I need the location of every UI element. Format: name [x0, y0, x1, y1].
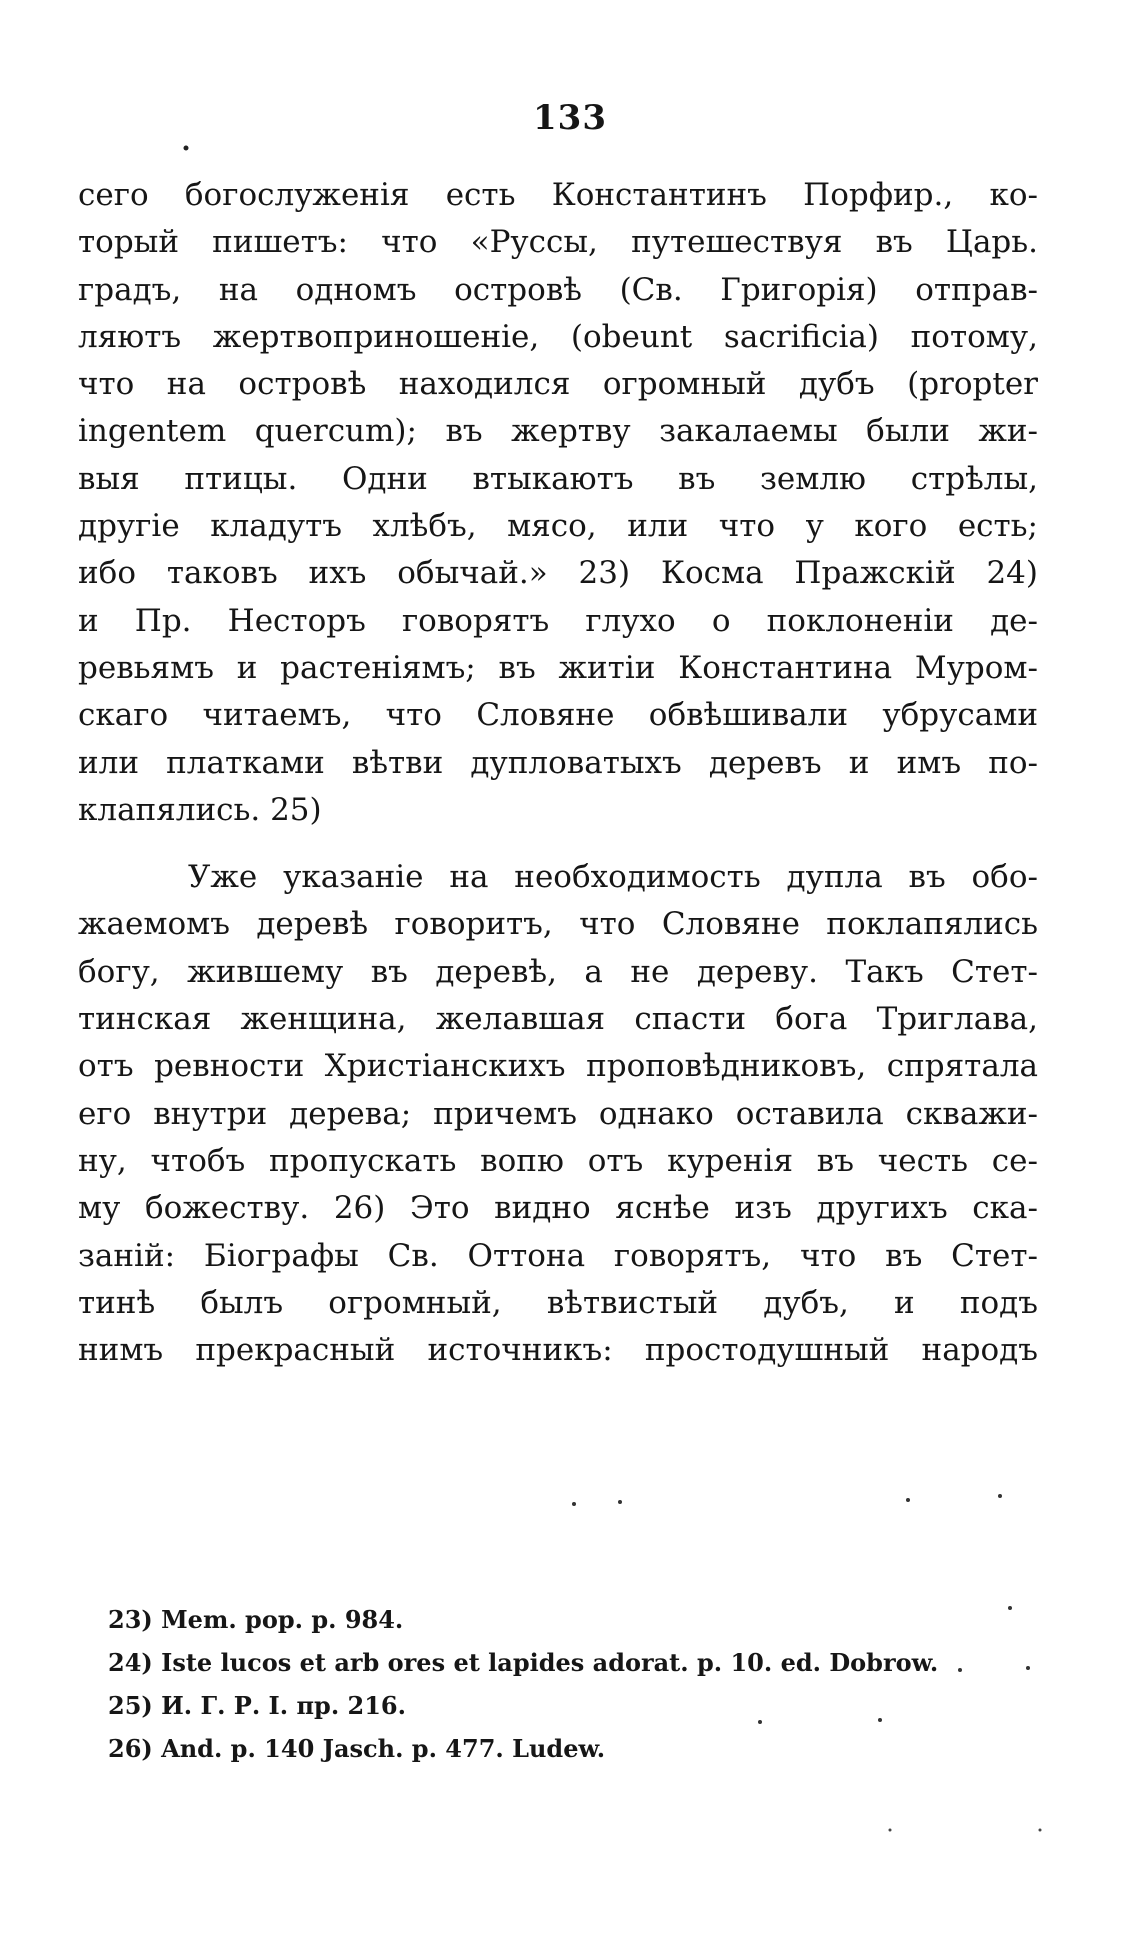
- text-line: что на островѣ находился огромный дубъ (propter: [78, 366, 1038, 403]
- text-line: заній: Біографы Св. Оттона говорятъ, что въ Стет-: [78, 1237, 1038, 1274]
- text-line: выя птицы. Одни втыкаютъ въ землю стрѣлы,: [78, 460, 1038, 497]
- text-line: тинѣ былъ огромный, вѣтвистый дубъ, и подъ: [78, 1284, 1038, 1321]
- text-line: ну, чтобъ пропускать вопю отъ куренія въ честь се-: [78, 1142, 1038, 1179]
- text-line: скаго читаемъ, что Словяне обвѣшивали убрусами: [78, 697, 1038, 734]
- text-line: его внутри дерева; причемъ однако оставила скважи-: [78, 1095, 1038, 1132]
- text-line: сего богослуженія есть Константинъ Порфир., ко-: [78, 177, 1038, 213]
- text-line: ревьямъ и растеніямъ; въ житіи Константина Муром-: [78, 649, 1038, 686]
- paragraph-gap: [78, 834, 1038, 854]
- text-line: другіе кладутъ хлѣбъ, мясо, или что у кого есть;: [78, 508, 1038, 545]
- page-number: 133: [533, 98, 607, 138]
- body-text: [78, 172, 1038, 1374]
- text-line: му божеству. 26) Это видно яснѣе изъ другихъ ска-: [78, 1190, 1038, 1227]
- text-line: или платками вѣтви дупловатыхъ деревъ и имъ по-: [78, 744, 1038, 781]
- text-line: нимъ прекрасный источникъ: простодушный народъ: [78, 1332, 1038, 1369]
- text-line: градъ, на одномъ островѣ (Св. Григорія) отправ-: [78, 271, 1038, 308]
- text-line: ляютъ жертвоприношеніе, (obeunt sacrificia) потому,: [78, 318, 1038, 355]
- text-line: ибо таковъ ихъ обычай.» 23) Косма Пражскій 24): [78, 555, 1038, 592]
- text-line: отъ ревности Христіанскихъ проповѣдниковъ, спрятала: [78, 1048, 1038, 1085]
- text-line: клапялись. 25): [78, 791, 322, 828]
- text-line: торый пишетъ: что «Руссы, путешествуя въ Царь.: [78, 224, 1038, 261]
- text-line: Уже указаніе на необходимость дупла въ обо-: [188, 859, 1038, 896]
- text-line: богу, жившему въ деревѣ, а не дереву. Такъ Стет-: [78, 953, 1038, 990]
- text-line: жаемомъ деревѣ говоритъ, что Словяне поклапялись: [78, 906, 1038, 943]
- text-line: и Пр. Несторъ говорятъ глухо о поклоненіи де-: [78, 602, 1038, 639]
- footnotes: [108, 1598, 1008, 1770]
- footnote: 23) Mem. pop. p. 984.: [108, 1605, 404, 1634]
- text-line: ingentem quercum); въ жертву закалаемы были жи-: [78, 413, 1038, 450]
- footnote: 25) И. Г. Р. I. пр. 216.: [108, 1691, 406, 1720]
- text-line: тинская женщина, желавшая спасти бога Триглава,: [78, 1001, 1038, 1038]
- footnote: 24) Iste lucos et arb ores et lapides adorat. p. 10. ed. Dobrow.: [108, 1648, 939, 1677]
- footnote: 26) And. p. 140 Jasch. p. 477. Ludew.: [108, 1734, 606, 1763]
